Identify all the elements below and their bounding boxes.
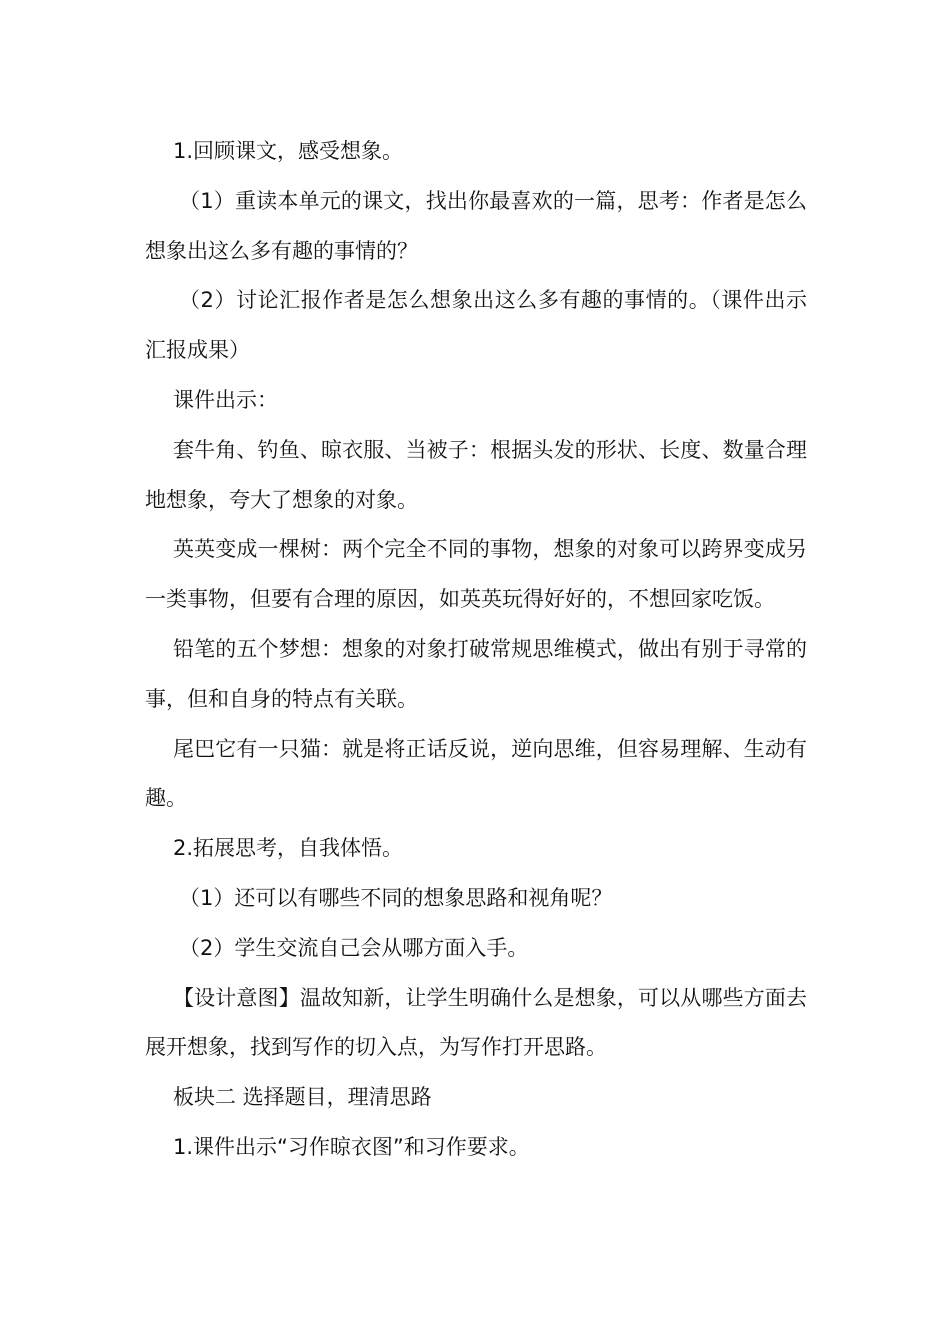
paragraph-discuss-report: （2）讨论汇报作者是怎么想象出这么多有趣的事情的。（课件出示汇报成果）	[145, 288, 807, 363]
paragraph-student-exchange: （2）学生交流自己会从哪方面入手。	[179, 935, 529, 960]
paragraph-courseware-requirement: 1.课件出示“习作晾衣图”和习作要求。	[173, 1134, 530, 1159]
paragraph-pencil-dreams: 铅笔的五个梦想：想象的对象打破常规思维模式，做出有别于寻常的事，但和自身的特点有关联。	[145, 636, 807, 711]
paragraph-yingying-tree: 英英变成一棵树：两个完全不同的事物，想象的对象可以跨界变成另一类事物，但要有合理的原因，如英英玩得好好的，不想回家吃饭。	[145, 537, 807, 612]
paragraph-section-two-heading: 板块二 选择题目，理清思路	[173, 1085, 432, 1110]
paragraph-courseware-show: 课件出示：	[173, 387, 278, 412]
paragraph-tail-cat: 尾巴它有一只猫：就是将正话反说，逆向思维，但容易理解、生动有趣。	[145, 736, 807, 811]
paragraph-hair-imagination: 套牛角、钓鱼、晾衣服、当被子：根据头发的形状、长度、数量合理地想象，夸大了想象的对象。	[145, 437, 807, 512]
paragraph-design-intent: 【设计意图】温故知新，让学生明确什么是想象，可以从哪些方面去展开想象，找到写作的切入点，为写作打开思路。	[145, 985, 807, 1060]
paragraph-other-ideas: （1）还可以有哪些不同的想象思路和视角呢？	[179, 885, 613, 910]
paragraph-review-heading: 1.回顾课文，感受想象。	[173, 139, 404, 163]
paragraph-expand-thinking: 2.拓展思考，自我体悟。	[173, 836, 404, 861]
paragraph-reread-question: （1）重读本单元的课文，找出你最喜欢的一篇，思考：作者是怎么想象出这么多有趣的事情的？	[145, 188, 807, 263]
document-page	[145, 127, 807, 1173]
